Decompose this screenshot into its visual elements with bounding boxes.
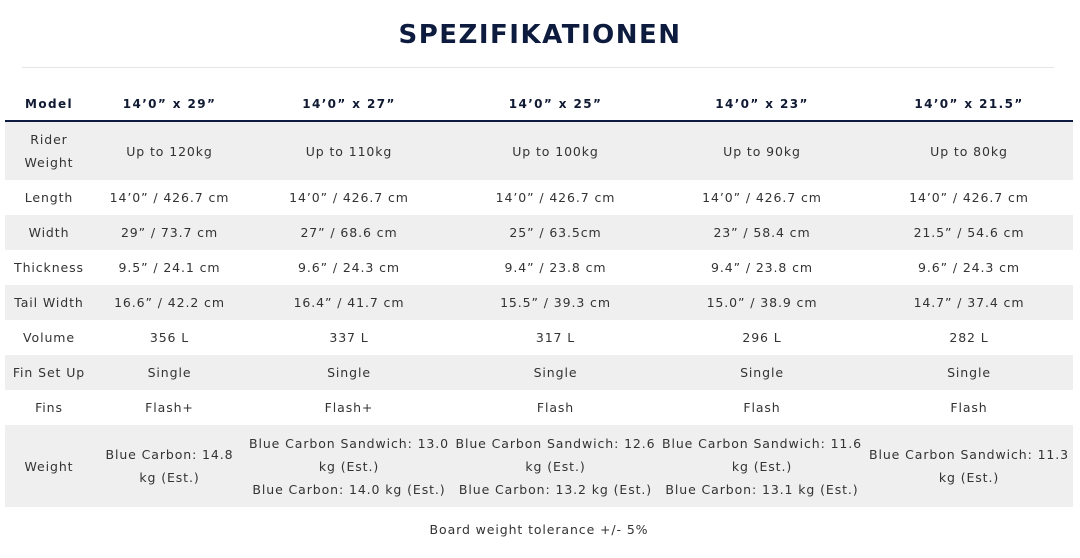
weight-text: Blue Carbon: 13.1 kg (Est.) — [665, 481, 859, 497]
table-cell — [93, 425, 246, 507]
table-cell: 14.7” / 37.4 cm — [865, 285, 1073, 320]
table-cell: 27” / 68.6 cm — [246, 215, 452, 250]
table-cell — [659, 425, 865, 507]
table-cell: Up to 120kg — [93, 121, 246, 180]
table-cell: 25” / 63.5cm — [452, 215, 659, 250]
row-weight — [5, 425, 1073, 507]
table-cell: 9.6” / 24.3 cm — [865, 250, 1073, 285]
table-header-row — [5, 87, 1073, 121]
row-width — [5, 215, 1073, 250]
row-fins — [5, 390, 1073, 425]
table-cell: 317 L — [452, 320, 659, 355]
header-model-25: 14’0” x 25” — [452, 87, 659, 121]
table-cell: Up to 100kg — [452, 121, 659, 180]
row-tail-width — [5, 285, 1073, 320]
table-cell: 14’0” / 426.7 cm — [246, 180, 452, 215]
weight-text: Blue Carbon: 13.2 kg (Est.) — [458, 481, 653, 497]
header-model-27: 14’0” x 27” — [246, 87, 452, 121]
row-rider-weight — [5, 121, 1073, 180]
table-cell: 296 L — [659, 320, 865, 355]
table-cell: 21.5” / 54.6 cm — [865, 215, 1073, 250]
weight-text: Blue Carbon Sandwich: 11.3 kg (Est.) — [869, 447, 1069, 485]
table-cell: Up to 90kg — [659, 121, 865, 180]
table-cell: 9.4” / 23.8 cm — [452, 250, 659, 285]
table-cell: 337 L — [246, 320, 452, 355]
row-volume — [5, 320, 1073, 355]
table-cell: 15.0” / 38.9 cm — [659, 285, 865, 320]
row-length — [5, 180, 1073, 215]
table-cell: 9.4” / 23.8 cm — [659, 250, 865, 285]
table-cell: Single — [246, 355, 452, 390]
row-fin-set-up — [5, 355, 1073, 390]
row-label: Weight — [5, 425, 93, 507]
table-cell: 16.4” / 41.7 cm — [246, 285, 452, 320]
table-cell — [452, 425, 659, 507]
title-divider — [22, 67, 1054, 68]
row-label: Fin Set Up — [5, 355, 93, 390]
table-cell: 14’0” / 426.7 cm — [865, 180, 1073, 215]
page-title: SPEZIFIKATIONEN — [398, 20, 682, 50]
table-cell: 23” / 58.4 cm — [659, 215, 865, 250]
table-cell: Flash — [659, 390, 865, 425]
row-label: Width — [5, 215, 93, 250]
table-cell — [246, 425, 452, 507]
table-cell: Flash — [452, 390, 659, 425]
table-cell: Up to 80kg — [865, 121, 1073, 180]
weight-text: Blue Carbon Sandwich: 13.0 kg (Est.) — [249, 435, 449, 474]
specifications-table — [5, 87, 1073, 507]
header-model-29: 14’0” x 29” — [93, 87, 246, 121]
table-cell: 14’0” / 426.7 cm — [659, 180, 865, 215]
table-cell — [865, 425, 1073, 507]
weight-text: Blue Carbon Sandwich: 11.6 kg (Est.) — [662, 435, 862, 474]
table-cell: Flash+ — [93, 390, 246, 425]
table-cell: 14’0” / 426.7 cm — [93, 180, 246, 215]
row-label: Volume — [5, 320, 93, 355]
table-cell: Single — [452, 355, 659, 390]
row-label — [5, 121, 93, 180]
table-cell: 29” / 73.7 cm — [93, 215, 246, 250]
header-model-21-5: 14’0” x 21.5” — [865, 87, 1073, 121]
table-cell: 9.5” / 24.1 cm — [93, 250, 246, 285]
table-cell: Single — [93, 355, 246, 390]
row-label: Length — [5, 180, 93, 215]
row-label-text: Rider Weight — [24, 132, 74, 170]
table-cell: 14’0” / 426.7 cm — [452, 180, 659, 215]
row-thickness — [5, 250, 1073, 285]
table-cell: Flash — [865, 390, 1073, 425]
table-cell: Single — [659, 355, 865, 390]
row-label: Thickness — [5, 250, 93, 285]
table-cell: Single — [865, 355, 1073, 390]
weight-text: Blue Carbon: 14.8 kg (Est.) — [105, 447, 234, 485]
table-cell: 15.5” / 39.3 cm — [452, 285, 659, 320]
table-cell: 9.6” / 24.3 cm — [246, 250, 452, 285]
table-cell: 356 L — [93, 320, 246, 355]
table-cell: Flash+ — [246, 390, 452, 425]
header-model: Model — [5, 87, 93, 121]
weight-tolerance-note: Board weight tolerance +/- 5% — [429, 522, 649, 537]
row-label: Tail Width — [5, 285, 93, 320]
table-cell: 16.6” / 42.2 cm — [93, 285, 246, 320]
weight-text: Blue Carbon: 14.0 kg (Est.) — [252, 481, 446, 497]
weight-text: Blue Carbon Sandwich: 12.6 kg (Est.) — [455, 435, 656, 474]
table-cell: Up to 110kg — [246, 121, 452, 180]
header-model-23: 14’0” x 23” — [659, 87, 865, 121]
row-label: Fins — [5, 390, 93, 425]
table-cell: 282 L — [865, 320, 1073, 355]
